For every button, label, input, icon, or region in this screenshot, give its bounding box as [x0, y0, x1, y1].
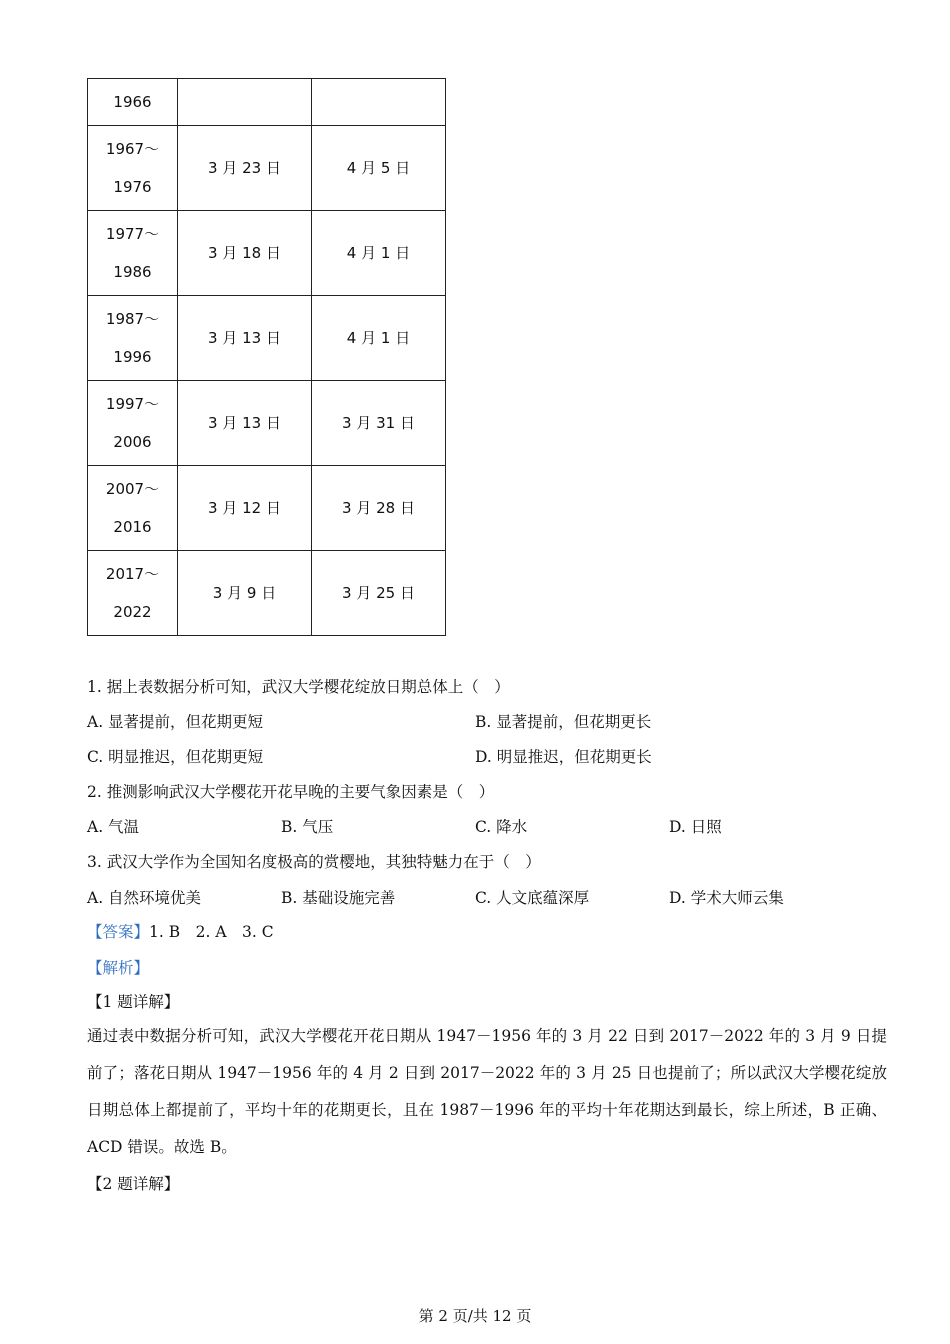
detail-1-text: 通过表中数据分析可知，武汉大学樱花开花日期从 1947－1956 年的 3 月 22 日到 2017－2022 年的 3 月 9 日提前了；落花日期从 1947－1956 年的 4 月 2 日到 2017－2022 年的 3 月 25 日也提前了；所以武汉大学樱花绽放日期总体上都提前了，平均十年的花期更长，且在 1987－1996 年的平均十年花期达到最长，综上所述，B 正确、ACD 错误。故选 B。 — [87, 1027, 887, 1156]
period-text: 1996 — [113, 348, 152, 366]
question-1-option-b: B. 显著提前，但花期更长 — [475, 713, 652, 731]
period-text: 2007～ — [105, 480, 160, 498]
answer-text: 1. B 2. A 3. C — [149, 923, 274, 941]
question-3-option-d: D. 学术大师云集 — [669, 889, 784, 907]
period-text: 2017～ — [105, 565, 160, 583]
bloom-date-cell: 3 月 9 日 — [178, 551, 312, 636]
detail-2-label: 【2 题详解】 — [87, 1175, 180, 1193]
question-2-option-a: A. 气温 — [87, 818, 140, 836]
question-3-option-a: A. 自然环境优美 — [87, 889, 202, 907]
fall-date-cell: 4 月 1 日 — [312, 296, 446, 381]
question-3-option-c: C. 人文底蕴深厚 — [475, 889, 590, 907]
bloom-date-cell: 3 月 13 日 — [178, 381, 312, 466]
bloom-date-cell: 3 月 12 日 — [178, 466, 312, 551]
period-cell — [88, 126, 178, 211]
period-cell — [88, 466, 178, 551]
period-text: 1987～ — [105, 310, 160, 328]
bloom-date-cell: 3 月 13 日 — [178, 296, 312, 381]
question-2-option-c: C. 降水 — [475, 818, 528, 836]
fall-date-cell: 3 月 25 日 — [312, 551, 446, 636]
bloom-date-cell: 3 月 18 日 — [178, 211, 312, 296]
period-text: 1986 — [113, 263, 152, 281]
question-2-stem: 2. 推测影响武汉大学樱花开花早晚的主要气象因素是（ ） — [87, 783, 495, 801]
table-row — [88, 296, 446, 381]
fall-date-cell: 4 月 1 日 — [312, 211, 446, 296]
question-2-option-d: D. 日照 — [669, 818, 722, 836]
fall-date-cell — [312, 79, 446, 126]
bloom-date-cell: 3 月 23 日 — [178, 126, 312, 211]
table-row — [88, 79, 446, 126]
fall-date-cell: 4 月 5 日 — [312, 126, 446, 211]
question-3-option-b: B. 基础设施完善 — [281, 889, 396, 907]
table-row — [88, 466, 446, 551]
period-text: 2006 — [113, 433, 152, 451]
question-1-stem: 1. 据上表数据分析可知，武汉大学樱花绽放日期总体上（ ） — [87, 678, 510, 696]
period-text: 1967～ — [105, 140, 160, 158]
period-cell — [88, 381, 178, 466]
question-3-stem: 3. 武汉大学作为全国知名度极高的赏樱地，其独特魅力在于（ ） — [87, 853, 541, 871]
period-text: 1976 — [113, 178, 152, 196]
question-1-option-c: C. 明显推迟，但花期更短 — [87, 748, 264, 766]
answer-line — [87, 920, 274, 942]
answer-label: 【答案】 — [87, 923, 150, 941]
period-text: 2022 — [113, 603, 152, 621]
period-cell — [88, 79, 178, 126]
period-cell — [88, 211, 178, 296]
page-footer: 第 2 页/共 12 页 — [418, 1307, 532, 1325]
fall-date-cell: 3 月 28 日 — [312, 466, 446, 551]
table-row — [88, 551, 446, 636]
period-text: 1966 — [113, 93, 152, 111]
period-text: 1977～ — [105, 225, 160, 243]
question-1-option-a: A. 显著提前，但花期更短 — [87, 713, 264, 731]
detail-1-label: 【1 题详解】 — [87, 993, 180, 1011]
table-row — [88, 211, 446, 296]
analysis-label: 【解析】 — [87, 959, 150, 977]
bloom-date-table — [87, 78, 446, 636]
question-1-option-d: D. 明显推迟，但花期更长 — [475, 748, 652, 766]
period-cell — [88, 296, 178, 381]
question-2-option-b: B. 气压 — [281, 818, 334, 836]
period-cell — [88, 551, 178, 636]
period-text: 2016 — [113, 518, 152, 536]
fall-date-cell: 3 月 31 日 — [312, 381, 446, 466]
table-row — [88, 381, 446, 466]
table-row — [88, 126, 446, 211]
bloom-date-cell — [178, 79, 312, 126]
period-text: 1997～ — [105, 395, 160, 413]
